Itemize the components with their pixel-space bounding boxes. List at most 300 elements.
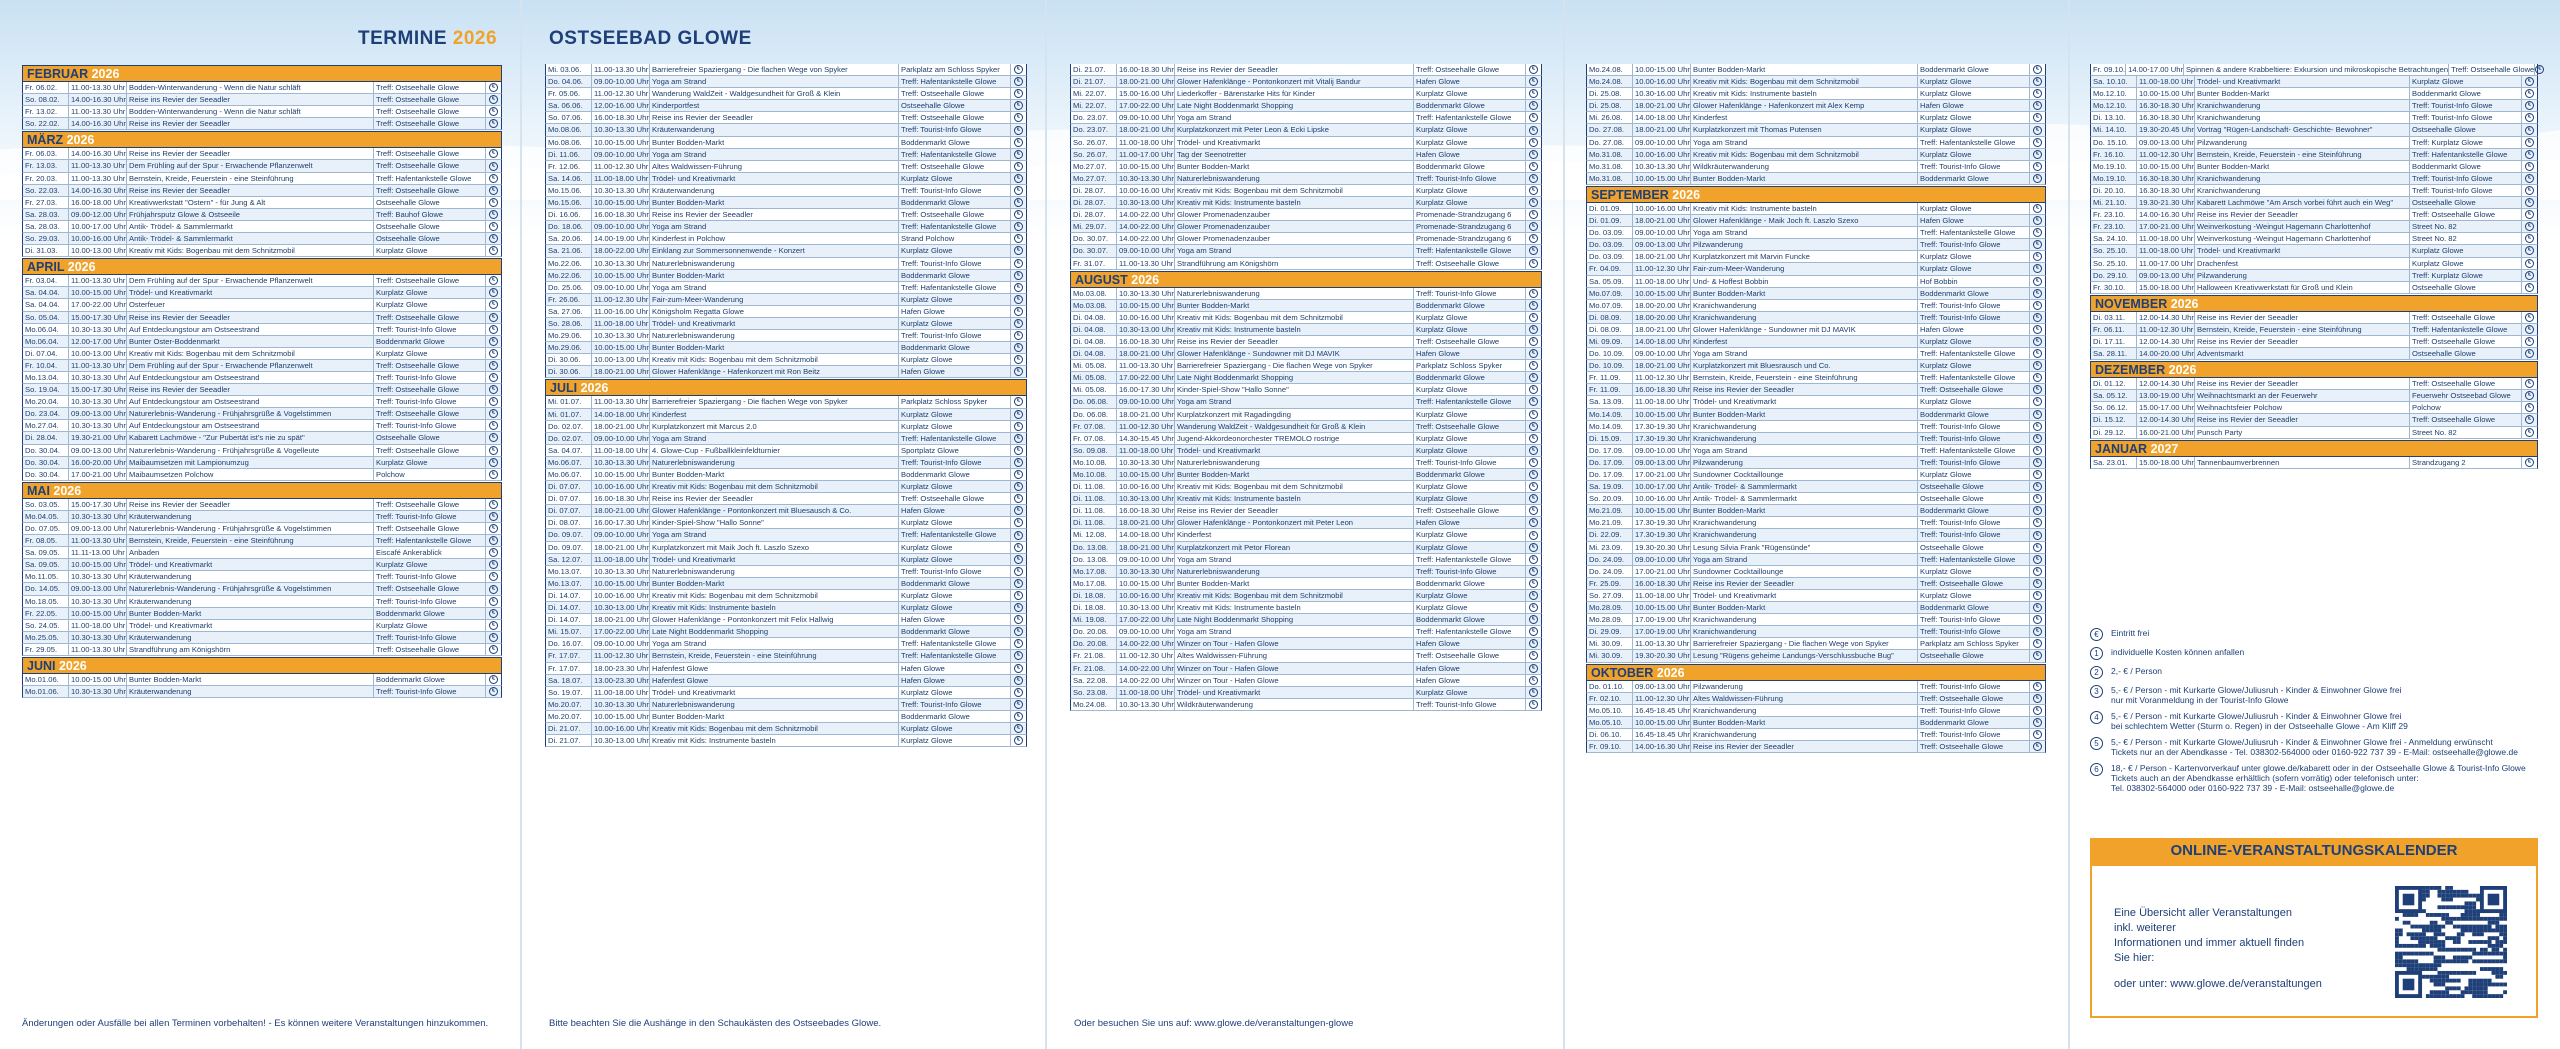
event-title: Yoga am Strand <box>1175 396 1414 407</box>
price-icon: € <box>2525 337 2534 346</box>
event-date: Do. 24.09. <box>1587 566 1633 577</box>
event-location: Treff: Hafentankstelle Glowe <box>1918 137 2030 148</box>
table-row <box>2090 221 2538 233</box>
event-time: 17.00-19.00 Uhr <box>1635 627 1690 637</box>
month-name: OKTOBER <box>1591 665 1657 680</box>
price-cell <box>2522 209 2537 220</box>
event-title: Bunter Bodden-Markt <box>1691 505 1918 516</box>
price-cell <box>1011 650 1026 661</box>
price-icon: € <box>1529 361 1538 370</box>
price-icon: € <box>1529 385 1538 394</box>
event-location: Treff: Hafentankstelle Glowe <box>1918 554 2030 565</box>
month-name: APRIL <box>27 260 68 275</box>
month-name: JUNI <box>27 659 59 674</box>
price-cell <box>2522 348 2537 359</box>
table-row <box>22 233 502 245</box>
event-location: Boddenmarkt Glowe <box>374 336 486 347</box>
event-time: 16.00-18.30 Uhr <box>1119 506 1174 516</box>
price-cell <box>1011 433 1026 444</box>
online-calendar-url[interactable]: oder unter: www.glowe.de/veranstaltungen <box>2114 978 2322 990</box>
event-date: Di. 11.08. <box>1071 517 1117 528</box>
table-row <box>1070 348 1542 360</box>
month-year: 2026 <box>58 659 87 674</box>
price-cell <box>1526 185 1541 196</box>
online-calendar-title: ONLINE-VERANSTALTUNGSKALENDER <box>2090 838 2538 864</box>
price-icon: € <box>1529 77 1538 86</box>
table-row <box>1586 554 2046 566</box>
price-cell <box>1011 88 1026 99</box>
event-time: 11.00-18.00 Uhr <box>1119 445 1174 455</box>
price-icon: 5 <box>2090 737 2103 750</box>
event-location: Ostseehalle Glowe <box>374 221 486 232</box>
event-time: 10.00-16.00 Uhr <box>594 723 649 733</box>
price-cell <box>2522 76 2537 87</box>
price-icon: € <box>1014 126 1023 135</box>
table-row <box>1070 209 1542 221</box>
price-cell <box>2030 64 2045 75</box>
event-date: Fr. 04.09. <box>1587 263 1633 274</box>
event-location: Treff: Ostseehalle Glowe <box>899 493 1011 504</box>
price-icon: € <box>489 83 498 92</box>
event-date: Do. 30.07. <box>1071 245 1117 256</box>
event-date: Do. 16.07. <box>546 638 592 649</box>
table-row <box>22 148 502 160</box>
event-location: Treff: Tourist-Info Glowe <box>1918 529 2030 540</box>
event-date: So. 19.07. <box>546 687 592 698</box>
price-cell <box>486 185 501 196</box>
price-icon: € <box>2033 627 2042 636</box>
price-cell <box>2030 542 2045 553</box>
table-row <box>1586 372 2046 384</box>
event-date: Mo.27.07. <box>1071 173 1117 184</box>
row-group <box>2090 312 2538 360</box>
price-icon: € <box>1014 367 1023 376</box>
price-icon: € <box>1014 639 1023 648</box>
event-title: Kranichwanderung <box>1691 421 1918 432</box>
price-cell <box>1011 542 1026 553</box>
event-time: 17.00-22.00 Uhr <box>1119 373 1174 383</box>
price-icon: € <box>1014 186 1023 195</box>
price-icon: € <box>2033 138 2042 147</box>
event-title: Reise ins Revier der Seeadler <box>2195 378 2410 389</box>
event-title: Glower Hafenklänge - Pontonkonzert mit Bluesausch & Co. <box>650 505 899 516</box>
price-icon: € <box>1529 198 1538 207</box>
event-time: 19.30-20.30 Uhr <box>1635 651 1690 661</box>
event-title: Yoga am Strand <box>650 76 899 87</box>
event-date: Di. 08.09. <box>1587 312 1633 323</box>
event-time: 11.00-17.00 Uhr <box>1119 149 1174 159</box>
price-cell <box>486 632 501 643</box>
event-date: Fr. 25.09. <box>1587 578 1633 589</box>
price-icon: € <box>1529 591 1538 600</box>
event-location: Treff: Hafentankstelle Glowe <box>899 76 1011 87</box>
price-cell <box>486 396 501 407</box>
event-time: 18.00-21.00 Uhr <box>1635 216 1690 226</box>
event-title: Late Night Boddenmarkt Shopping <box>650 626 899 637</box>
price-icon: € <box>2033 555 2042 564</box>
event-date: Mi. 22.07. <box>1071 88 1117 99</box>
event-title: Naturerlebnis-Wanderung - Frühjahrsgrüße & Vogelleute <box>127 445 374 456</box>
event-title: Reise ins Revier der Seeadler <box>127 118 374 129</box>
price-icon: € <box>2525 113 2534 122</box>
event-time: 11.00-13.30 Uhr <box>71 276 126 286</box>
table-row <box>2090 149 2538 161</box>
table-row <box>22 608 502 620</box>
event-time: 09.00-10.00 Uhr <box>594 282 649 292</box>
event-time: 18.00-21.00 Uhr <box>594 421 649 431</box>
price-cell <box>2030 124 2045 135</box>
event-time: 10.30-13.30 Uhr <box>71 687 126 697</box>
price-icon: € <box>1529 410 1538 419</box>
event-time: 15.00-16.00 Uhr <box>1119 89 1174 99</box>
event-title: Naturerlebniswanderung <box>1175 173 1414 184</box>
price-icon: € <box>489 313 498 322</box>
price-icon: € <box>489 373 498 382</box>
price-icon: € <box>1014 434 1023 443</box>
price-icon: € <box>489 609 498 618</box>
event-date: Fr. 12.06. <box>546 161 592 172</box>
row-group <box>22 674 502 698</box>
event-date: Di. 04.08. <box>1071 312 1117 323</box>
event-time: 17.00-22.00 Uhr <box>71 300 126 310</box>
table-row <box>545 100 1027 112</box>
event-time: 10.30-13.30 Uhr <box>594 566 649 576</box>
event-date: Do. 01.10. <box>1587 681 1633 692</box>
event-date: Mo.22.06. <box>546 270 592 281</box>
event-location: Kurplatz Glowe <box>1414 88 1526 99</box>
event-date: Do. 27.08. <box>1587 137 1633 148</box>
price-cell <box>1526 421 1541 432</box>
online-calendar-text: Eine Übersicht aller Veranstaltungen inkl. weiterer Informationen und immer aktuell finden Sie hier: <box>2114 907 2305 964</box>
table-row <box>1070 288 1542 300</box>
price-icon: € <box>489 512 498 521</box>
price-icon: € <box>1529 664 1538 673</box>
event-location: Kurplatz Glowe <box>1918 590 2030 601</box>
event-location: Treff: Hafentankstelle Glowe <box>899 433 1011 444</box>
event-time: 10.30-13.00 Uhr <box>1119 324 1174 334</box>
event-title: Kabarett Lachmöwe - "Zur Pubertät ist's nie zu spät" <box>127 432 374 443</box>
event-location: Kurplatz Glowe <box>1414 324 1526 335</box>
table-row <box>1070 64 1542 76</box>
event-date: Di. 20.10. <box>2091 185 2137 196</box>
price-icon: € <box>2033 518 2042 527</box>
table-row <box>1070 88 1542 100</box>
event-date: Fr. 02.10. <box>1587 693 1633 704</box>
price-cell <box>486 94 501 105</box>
price-cell <box>1526 173 1541 184</box>
row-group <box>1586 681 2046 754</box>
table-row <box>545 124 1027 136</box>
event-location: Treff: Ostseehalle Glowe <box>374 160 486 171</box>
event-title: Bunter Bodden-Markt <box>1175 161 1414 172</box>
price-cell <box>486 559 501 570</box>
price-cell <box>1526 687 1541 698</box>
price-cell <box>486 384 501 395</box>
event-location: Ostseehalle Glowe <box>1918 542 2030 553</box>
price-cell <box>1011 76 1026 87</box>
event-date: Mo.15.06. <box>546 185 592 196</box>
fold-line <box>1045 0 1047 1049</box>
price-icon: € <box>2033 682 2042 691</box>
event-date: So. 25.10. <box>2091 258 2137 269</box>
price-icon: € <box>2525 246 2534 255</box>
table-row <box>1070 197 1542 209</box>
event-date: Do. 14.05. <box>23 583 69 594</box>
event-title: Barrierefreier Spaziergang - Die flachen Wege von Spyker <box>650 396 899 407</box>
price-icon: € <box>1529 651 1538 660</box>
event-location: Treff: Hafentankstelle Glowe <box>899 529 1011 540</box>
price-icon: € <box>489 633 498 642</box>
price-cell <box>1011 675 1026 686</box>
price-icon: € <box>1014 295 1023 304</box>
event-time: 11.00-13.30 Uhr <box>1635 639 1690 649</box>
price-icon: € <box>1014 234 1023 243</box>
row-group <box>22 499 502 656</box>
event-title: Naturerlebniswanderung <box>650 699 899 710</box>
price-icon: € <box>1014 482 1023 491</box>
event-location: Boddenmarkt Glowe <box>2410 161 2522 172</box>
table-row <box>22 372 502 384</box>
event-title: Lesung Silvia Frank "Rügensünde" <box>1691 542 1918 553</box>
event-title: Reise ins Revier der Seeadler <box>1691 578 1918 589</box>
event-title: Glower Hafenklänge - Pontonkonzert mit Felix Hallwig <box>650 614 899 625</box>
price-icon: € <box>2033 113 2042 122</box>
price-cell <box>486 583 501 594</box>
event-time: 11.00-17.00 Uhr <box>2139 258 2194 268</box>
event-time: 10.00-16.00 Uhr <box>594 482 649 492</box>
price-icon: € <box>2525 313 2534 322</box>
price-icon: € <box>1529 259 1538 268</box>
price-cell <box>1526 100 1541 111</box>
event-location: Treff: Tourist-Info Glowe <box>1918 161 2030 172</box>
event-title: Yoga am Strand <box>1691 227 1918 238</box>
event-date: Mi. 30.09. <box>1587 650 1633 661</box>
price-cell <box>2522 124 2537 135</box>
event-title: Kranichwanderung <box>1691 729 1918 740</box>
legend-text: 2,- € / Person <box>2111 666 2163 676</box>
month-name: JANUAR <box>2095 441 2151 456</box>
price-icon: € <box>1014 422 1023 431</box>
event-date: Di. 04.08. <box>1071 324 1117 335</box>
event-title: Kranichwanderung <box>1691 312 1918 323</box>
table-row <box>22 535 502 547</box>
event-date: Do. 29.10. <box>2091 270 2137 281</box>
event-title: Kräuterwanderung <box>127 596 374 607</box>
event-time: 18.00-21.00 Uhr <box>1119 125 1174 135</box>
price-icon: € <box>2525 138 2534 147</box>
price-icon: € <box>1014 470 1023 479</box>
price-cell <box>2030 276 2045 287</box>
price-icon: € <box>1529 373 1538 382</box>
price-icon: € <box>1014 65 1023 74</box>
event-time: 10.00-15.00 Uhr <box>1635 173 1690 183</box>
event-location: Treff: Tourist-Info Glowe <box>899 457 1011 468</box>
event-title: Maibaumsetzen Polchow <box>127 469 374 480</box>
event-location: Treff: Hafentankstelle Glowe <box>2410 324 2522 335</box>
event-location: Hafen Glowe <box>1414 517 1526 528</box>
event-location: Treff: Ostseehalle Glowe <box>1918 693 2030 704</box>
event-title: Late Night Boddenmarkt Shopping <box>1175 372 1414 383</box>
price-cell <box>1011 687 1026 698</box>
event-location: Treff: Hafentankstelle Glowe <box>899 149 1011 160</box>
event-date: Di. 07.07. <box>546 481 592 492</box>
table-row <box>545 258 1027 270</box>
event-time: 10.00-15.00 Uhr <box>71 560 126 570</box>
price-icon: € <box>1529 422 1538 431</box>
price-icon: € <box>1014 724 1023 733</box>
table-row <box>545 421 1027 433</box>
table-row <box>1070 529 1542 541</box>
event-date: Di. 14.07. <box>546 602 592 613</box>
event-time: 15.00-18.00 Uhr <box>2139 457 2194 467</box>
table-row <box>2090 209 2538 221</box>
event-date: Di. 21.07. <box>1071 64 1117 75</box>
event-title: Bunter Bodden-Markt <box>650 711 899 722</box>
table-row <box>1586 227 2046 239</box>
price-cell <box>2030 312 2045 323</box>
price-cell <box>1526 590 1541 601</box>
event-date: Do. 15.10. <box>2091 137 2137 148</box>
table-row <box>2090 173 2538 185</box>
event-location: Treff: Tourist-Info Glowe <box>899 699 1011 710</box>
event-title: Trödel- und Kreativmarkt <box>1175 137 1414 148</box>
price-cell <box>2522 137 2537 148</box>
event-title: Kreativ mit Kids: Bogenbau mit dem Schnitzmobil <box>650 354 899 365</box>
event-time: 12.00-16.00 Uhr <box>594 101 649 111</box>
event-time: 09.00-10.00 Uhr <box>1119 554 1174 564</box>
month-header <box>1586 664 2046 681</box>
price-icon: € <box>489 246 498 255</box>
table-row <box>22 559 502 571</box>
price-cell <box>486 336 501 347</box>
event-title: Kranichwanderung <box>1691 626 1918 637</box>
table-row <box>22 336 502 348</box>
price-cell <box>1526 638 1541 649</box>
event-date: Do. 03.09. <box>1587 227 1633 238</box>
event-time: 11.00-12.30 Uhr <box>594 651 649 661</box>
price-icon: € <box>489 446 498 455</box>
event-time: 09.00-13.00 Uhr <box>2139 137 2194 147</box>
event-time: 14.00-22.00 Uhr <box>1119 675 1174 685</box>
event-title: Kurplatzkonzert mit Petor Florean <box>1175 542 1414 553</box>
event-date: Di. 29.09. <box>1587 626 1633 637</box>
event-location: Ostseehalle Glowe <box>2410 124 2522 135</box>
price-cell <box>1011 638 1026 649</box>
price-cell <box>1011 100 1026 111</box>
event-date: Mo.06.07. <box>546 469 592 480</box>
event-title: Kinderfest <box>1691 336 1918 347</box>
table-row <box>1586 542 2046 554</box>
event-time: 16.00-18.30 Uhr <box>594 494 649 504</box>
price-cell <box>1526 300 1541 311</box>
event-location: Ostseehalle Glowe <box>374 197 486 208</box>
event-title: Reise ins Revier der Seeadler <box>127 148 374 159</box>
price-icon: € <box>1014 736 1023 745</box>
price-cell <box>1011 493 1026 504</box>
price-cell <box>2030 396 2045 407</box>
event-location: Treff: Ostseehalle Glowe <box>374 523 486 534</box>
event-time: 10.00-15.00 Uhr <box>1119 300 1174 310</box>
event-title: Pilzwanderung <box>2195 137 2410 148</box>
event-title: Bunter Bodden-Markt <box>1691 173 1918 184</box>
event-time: 18.00-21.00 Uhr <box>1635 324 1690 334</box>
price-cell <box>486 535 501 546</box>
price-icon: € <box>1014 506 1023 515</box>
price-cell <box>2030 433 2045 444</box>
event-title: Weinverkostung -Weingut Hagemann Charlottenhof <box>2195 233 2410 244</box>
table-row <box>1070 245 1542 257</box>
event-table <box>1586 64 2046 753</box>
event-time: 16.00-18.30 Uhr <box>1635 385 1690 395</box>
event-location: Kurplatz Glowe <box>1918 149 2030 160</box>
price-icon: € <box>2525 259 2534 268</box>
event-title: Trödel- und Kreativmarkt <box>1691 396 1918 407</box>
event-title: Reise ins Revier der Seeadler <box>127 499 374 510</box>
event-date: Sa. 22.08. <box>1071 675 1117 686</box>
event-title: Glower Promenadenzauber <box>1175 209 1414 220</box>
event-location: Kurplatz Glowe <box>1918 251 2030 262</box>
panel-sept-oct <box>1586 0 2046 1049</box>
table-row <box>2090 258 2538 270</box>
price-cell <box>1526 650 1541 661</box>
price-icon: € <box>2033 204 2042 213</box>
qr-code-icon[interactable] <box>2395 886 2507 998</box>
event-location: Boddenmarkt Glowe <box>1918 173 2030 184</box>
event-time: 10.00-15.00 Uhr <box>594 711 649 721</box>
event-location: Boddenmarkt Glowe <box>899 626 1011 637</box>
event-time: 14.00-16.30 Uhr <box>71 149 126 159</box>
event-date: Fr. 27.03. <box>23 197 69 208</box>
event-time: 14.00-17.00 Uhr <box>2128 65 2183 74</box>
event-title: Reise ins Revier der Seeadler <box>2195 312 2410 323</box>
event-date: Di. 29.12. <box>2091 427 2137 438</box>
event-location: Street No. 82 <box>2410 221 2522 232</box>
event-date: Mi. 01.07. <box>546 409 592 420</box>
event-date: So. 23.08. <box>1071 687 1117 698</box>
event-title: Kreativ mit Kids: Instrumente basteln <box>1691 88 1918 99</box>
table-row <box>545 699 1027 711</box>
event-time: 11.00-13.30 Uhr <box>71 173 126 183</box>
event-title: Kreativ mit Kids: Instrumente basteln <box>1175 602 1414 613</box>
price-cell <box>486 312 501 323</box>
event-time: 11.00-18.00 Uhr <box>594 173 649 183</box>
price-cell <box>1011 270 1026 281</box>
event-location: Treff: Ostseehalle Glowe <box>374 185 486 196</box>
price-cell <box>486 420 501 431</box>
event-date: Di. 08.07. <box>546 517 592 528</box>
event-title: Yoga am Strand <box>1691 137 1918 148</box>
price-cell <box>1011 366 1026 377</box>
event-time: 19.30-20.45 Uhr <box>2139 125 2194 135</box>
table-row <box>545 469 1027 481</box>
table-row <box>22 106 502 118</box>
month-header <box>22 482 502 499</box>
price-cell <box>1011 566 1026 577</box>
event-title: Glower Promenadenzauber <box>1175 221 1414 232</box>
panel-ostseebad <box>545 0 1027 1049</box>
price-icon: € <box>1529 555 1538 564</box>
event-location: Treff: Ostseehalle Glowe <box>1414 650 1526 661</box>
event-date: So. 05.04. <box>23 312 69 323</box>
price-cell <box>486 620 501 631</box>
event-date: Mo.25.05. <box>23 632 69 643</box>
event-title: Bunter Bodden-Markt <box>1691 717 1918 728</box>
event-title: Winzer on Tour - Hafen Glowe <box>1175 663 1414 674</box>
price-cell <box>2030 360 2045 371</box>
price-icon: € <box>1529 113 1538 122</box>
event-date: So. 29.03. <box>23 233 69 244</box>
event-time: 18.00-21.00 Uhr <box>594 506 649 516</box>
